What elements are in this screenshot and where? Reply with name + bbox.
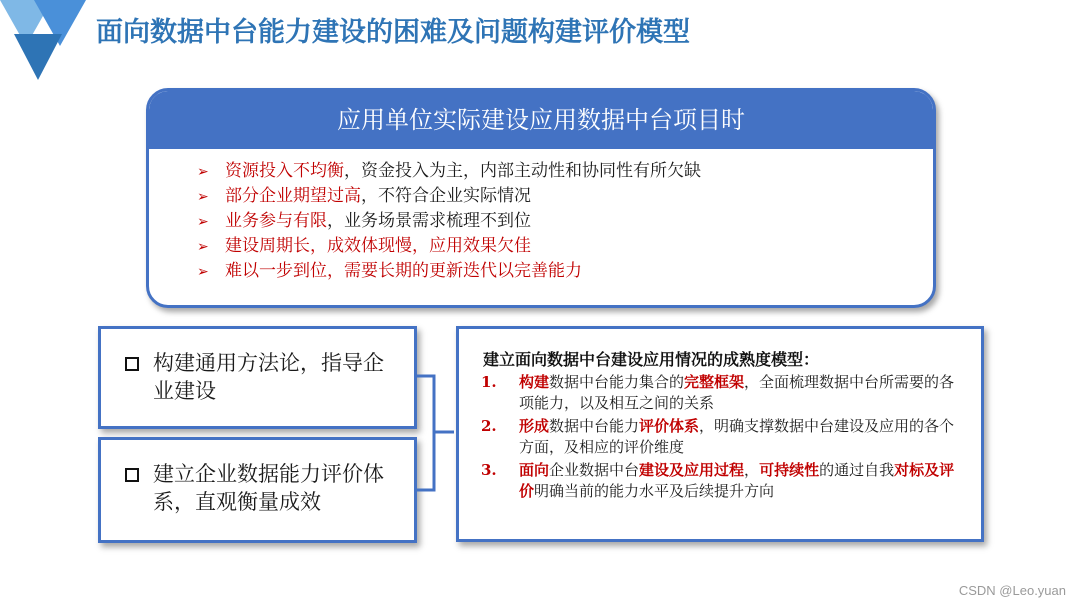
arrow-bullet-icon: ➢ xyxy=(197,189,209,205)
item-highlight: 面向 xyxy=(519,461,550,479)
list-item xyxy=(197,259,933,284)
checkbox-square-icon xyxy=(125,357,139,371)
item-fragment: ， xyxy=(744,461,760,479)
list-item xyxy=(481,372,981,414)
item-fragment: 明确当前的能力水平及后续提升方向 xyxy=(534,482,775,500)
item-text: ，不符合企业实际情况 xyxy=(361,186,531,206)
page-title: 面向数据中台能力建设的困难及问题构建评价模型 xyxy=(96,17,690,48)
item-number: 1. xyxy=(481,373,497,391)
list-item xyxy=(197,209,933,234)
list-item xyxy=(481,460,981,502)
list-item xyxy=(197,159,933,184)
maturity-model-title: 建立面向数据中台建设应用情况的成熟度模型： xyxy=(483,350,820,369)
difficulties-heading: 应用单位实际建设应用数据中台项目时 xyxy=(149,91,933,149)
evaluation-system-text: 建立企业数据能力评价体系，直观衡量成效 xyxy=(153,462,384,514)
item-highlight: 评价体系 xyxy=(639,417,700,435)
bracket-connector xyxy=(414,374,458,494)
item-highlight: 可持续性 xyxy=(759,461,820,479)
item-text: ，业务场景需求梳理不到位 xyxy=(327,211,531,231)
logo-triangles-icon xyxy=(0,0,90,82)
item-highlight: 难以一步到位，需要长期的更新迭代以完善能力 xyxy=(225,261,582,281)
item-highlight: 完整框架 xyxy=(684,373,745,391)
item-fragment: 数据中台能力 xyxy=(549,417,640,435)
item-text: ，资金投入为主，内部主动性和协同性有所欠缺 xyxy=(344,161,701,181)
item-highlight: 资源投入不均衡 xyxy=(225,161,344,181)
item-highlight: 建设及应用过程 xyxy=(639,461,745,479)
item-fragment: ，全面梳理数据中台所需要的各项能力，以及相互之间的关系 xyxy=(519,373,955,412)
arrow-bullet-icon: ➢ xyxy=(197,239,209,255)
item-number: 3. xyxy=(481,461,497,479)
item-fragment: 的通过自我 xyxy=(819,461,895,479)
methodology-box xyxy=(98,326,417,429)
methodology-text: 构建通用方法论，指导企业建设 xyxy=(153,351,384,403)
checkbox-square-icon xyxy=(125,468,139,482)
arrow-bullet-icon: ➢ xyxy=(197,264,209,280)
item-text xyxy=(519,416,959,458)
item-highlight: 对标及评价 xyxy=(519,461,955,500)
maturity-model-panel xyxy=(456,326,984,542)
difficulties-panel xyxy=(146,88,936,308)
watermark: CSDN @Leo.yuan xyxy=(958,583,1066,598)
list-item xyxy=(197,234,933,259)
item-highlight: 形成 xyxy=(519,417,550,435)
arrow-bullet-icon: ➢ xyxy=(197,214,209,230)
item-text xyxy=(519,460,959,502)
item-fragment: 企业数据中台 xyxy=(549,461,640,479)
evaluation-system-box xyxy=(98,437,417,543)
list-item xyxy=(197,184,933,209)
arrow-bullet-icon: ➢ xyxy=(197,164,209,180)
item-fragment: 数据中台能力集合的 xyxy=(549,373,685,391)
item-highlight: 构建 xyxy=(519,373,550,391)
item-fragment: ，明确支撑数据中台建设及应用的各个方面，及相应的评价维度 xyxy=(519,417,955,456)
item-text xyxy=(519,372,959,414)
list-item xyxy=(481,416,981,458)
item-number: 2. xyxy=(481,417,497,435)
maturity-model-list xyxy=(459,372,981,502)
item-highlight: 建设周期长，成效体现慢，应用效果欠佳 xyxy=(225,236,531,256)
item-highlight: 部分企业期望过高 xyxy=(225,186,361,206)
difficulties-list xyxy=(149,149,933,284)
item-highlight: 业务参与有限 xyxy=(225,211,327,231)
